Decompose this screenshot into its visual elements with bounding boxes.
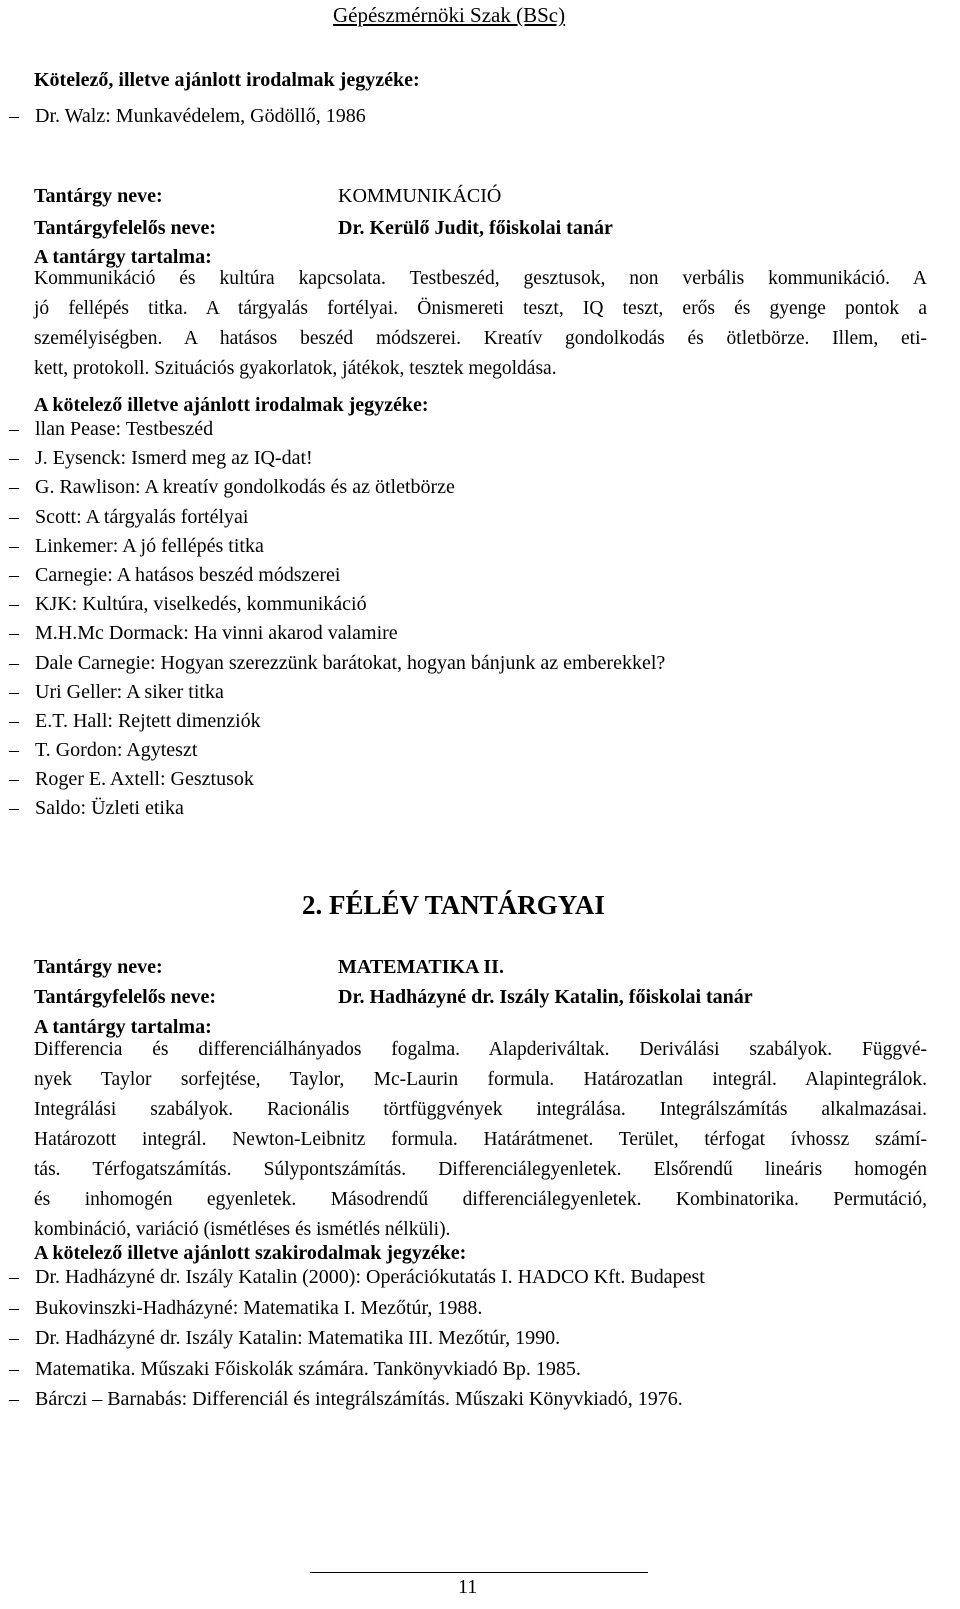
course-name-label: Tantárgy neve: (34, 956, 163, 978)
list-item (9, 706, 665, 735)
literature-heading: A kötelező illetve ajánlott szakirodalmak jegyzéke: (34, 1242, 467, 1264)
list-dash-icon: – (9, 709, 19, 732)
list-dash-icon: – (9, 534, 19, 557)
list-item (9, 414, 665, 443)
list-dash-icon: – (9, 1388, 19, 1410)
list-dash-icon: – (9, 563, 19, 586)
list-item-text: G. Rawlison: A kreatív gondolkodás és az ötletbörze (35, 476, 455, 499)
paragraph-line: kett, protokoll. Szituációs gyakorlatok, játékok, tesztek megoldása. (34, 358, 557, 379)
paragraph-line: tás. Térfogatszámítás. Súlypontszámítás. Differenciálegyenletek. Elsőrendű lineáris homogén (34, 1159, 927, 1180)
paragraph-line: Integrálási szabályok. Racionális törtfüggvények integrálása. Integrálszámítás alkalmazásai. (34, 1099, 927, 1120)
list-dash-icon: – (9, 1266, 19, 1288)
list-item (9, 764, 665, 793)
list-dash-icon: – (9, 447, 19, 470)
paragraph-line: Differencia és differenciálhányados fogalma. Alapderiváltak. Deriválási szabályok. Függvé- (34, 1039, 927, 1060)
course-name-label: Tantárgy neve: (34, 185, 163, 207)
list-item (9, 1323, 705, 1354)
list-item-text: Saldo: Üzleti etika (35, 797, 184, 820)
list-item (9, 1384, 705, 1415)
course-content-text (34, 1035, 927, 1245)
list-item (9, 677, 665, 706)
list-dash-icon: – (9, 768, 19, 791)
course-owner-value: Dr. Kerülő Judit, főiskolai tanár (338, 217, 613, 239)
page-number: 11 (458, 1576, 478, 1598)
list-dash-icon: – (9, 418, 19, 440)
literature-list (9, 101, 366, 131)
program-header: Gépészmérnöki Szak (BSc) (333, 3, 566, 27)
list-dash-icon: – (9, 1357, 19, 1380)
list-item-text: Bukovinszki-Hadházyné: Matematika I. Mezőtúr, 1988. (35, 1296, 483, 1319)
course-owner-label: Tantárgyfelelős neve: (34, 217, 217, 239)
list-item (9, 648, 665, 677)
list-item-text: Dr. Hadházyné dr. Iszály Katalin (2000): Operációkutatás I. HADCO Kft. Budapest (35, 1266, 705, 1288)
list-dash-icon: – (9, 651, 19, 674)
list-item-text: Bárczi – Barnabás: Differenciál és integrálszámítás. Műszaki Könyvkiadó, 1976. (35, 1388, 683, 1410)
list-item-text: E.T. Hall: Rejtett dimenziók (35, 709, 261, 732)
section-title: 2. FÉLÉV TANTÁRGYAI (302, 890, 605, 920)
list-dash-icon: – (9, 105, 19, 127)
list-item (9, 1293, 705, 1324)
footer-rule (310, 1572, 648, 1573)
list-item-text: Dr. Hadházyné dr. Iszály Katalin: Matematika III. Mezőtúr, 1990. (35, 1327, 561, 1349)
list-item-text: Linkemer: A jó fellépés titka (35, 534, 264, 557)
list-item-text: llan Pease: Testbeszéd (35, 418, 214, 440)
list-item (9, 618, 665, 647)
list-item (9, 443, 665, 472)
list-dash-icon: – (9, 622, 19, 645)
list-dash-icon: – (9, 1327, 19, 1349)
paragraph-line: jó fellépés titka. A tárgyalás fortélyai. Önismereti teszt, IQ teszt, erős és gyenge pontok a (34, 298, 927, 319)
paragraph-line: személyiségben. A hatásos beszéd módszerei. Kreatív gondolkodás és ötletbörze. Illem, eti- (34, 328, 927, 349)
list-item-text: Dale Carnegie: Hogyan szerezzünk barátokat, hogyan bánjunk az emberekkel? (35, 651, 666, 674)
list-item-text: KJK: Kultúra, viselkedés, kommunikáció (35, 593, 367, 616)
literature-list (9, 1262, 705, 1415)
course-content-text (34, 264, 927, 384)
course-owner-value: Dr. Hadházyné dr. Iszály Katalin, főiskolai tanár (338, 986, 753, 1008)
literature-heading: A kötelező illetve ajánlott irodalmak jegyzéke: (34, 394, 429, 416)
paragraph-line: nyek Taylor sorfejtése, Taylor, Mc-Laurin formula. Határozatlan integrál. Alapintegrálok. (34, 1069, 927, 1090)
course-content-label: A tantárgy tartalma: (34, 1016, 212, 1038)
list-item (9, 1354, 705, 1385)
list-dash-icon: – (9, 797, 19, 820)
list-item (9, 101, 366, 131)
literature-heading: Kötelező, illetve ajánlott irodalmak jegyzéke: (34, 69, 420, 91)
literature-list (9, 414, 665, 823)
list-item-text: Scott: A tárgyalás fortélyai (35, 505, 249, 528)
course-name-value: MATEMATIKA II. (338, 956, 504, 978)
list-item-text: Dr. Walz: Munkavédelem, Gödöllő, 1986 (35, 105, 366, 127)
paragraph-line: és inhomogén egyenletek. Másodrendű differenciálegyenletek. Kombinatorika. Permutáció, (34, 1189, 927, 1210)
list-item-text: Uri Geller: A siker titka (35, 680, 224, 703)
list-item (9, 735, 665, 764)
paragraph-line: Kommunikáció és kultúra kapcsolata. Testbeszéd, gesztusok, non verbális kommunikáció. A (34, 268, 927, 289)
course-name-value: KOMMUNIKÁCIÓ (338, 185, 502, 207)
list-dash-icon: – (9, 680, 19, 703)
list-item-text: M.H.Mc Dormack: Ha vinni akarod valamire (35, 622, 398, 645)
list-item-text: J. Eysenck: Ismerd meg az IQ-dat! (35, 447, 313, 470)
list-item-text: Matematika. Műszaki Főiskolák számára. Tankönyvkiadó Bp. 1985. (35, 1357, 581, 1380)
list-item (9, 502, 665, 531)
course-owner-label: Tantárgyfelelős neve: (34, 986, 217, 1008)
list-dash-icon: – (9, 593, 19, 616)
list-item (9, 589, 665, 618)
list-dash-icon: – (9, 505, 19, 528)
list-item-text: T. Gordon: Agyteszt (35, 739, 198, 762)
list-item-text: Carnegie: A hatásos beszéd módszerei (35, 563, 341, 586)
list-dash-icon: – (9, 739, 19, 762)
list-item (9, 560, 665, 589)
course-content-label: A tantárgy tartalma: (34, 246, 212, 268)
list-dash-icon: – (9, 476, 19, 499)
list-item (9, 793, 665, 822)
list-item-text: Roger E. Axtell: Gesztusok (35, 768, 254, 791)
list-dash-icon: – (9, 1296, 19, 1319)
paragraph-line: kombináció, variáció (ismétléses és ismétlés nélküli). (34, 1219, 451, 1240)
list-item (9, 531, 665, 560)
list-item (9, 472, 665, 501)
paragraph-line: Határozott integrál. Newton-Leibnitz formula. Határátmenet. Terület, térfogat ívhossz számí- (34, 1129, 927, 1150)
list-item (9, 1262, 705, 1293)
